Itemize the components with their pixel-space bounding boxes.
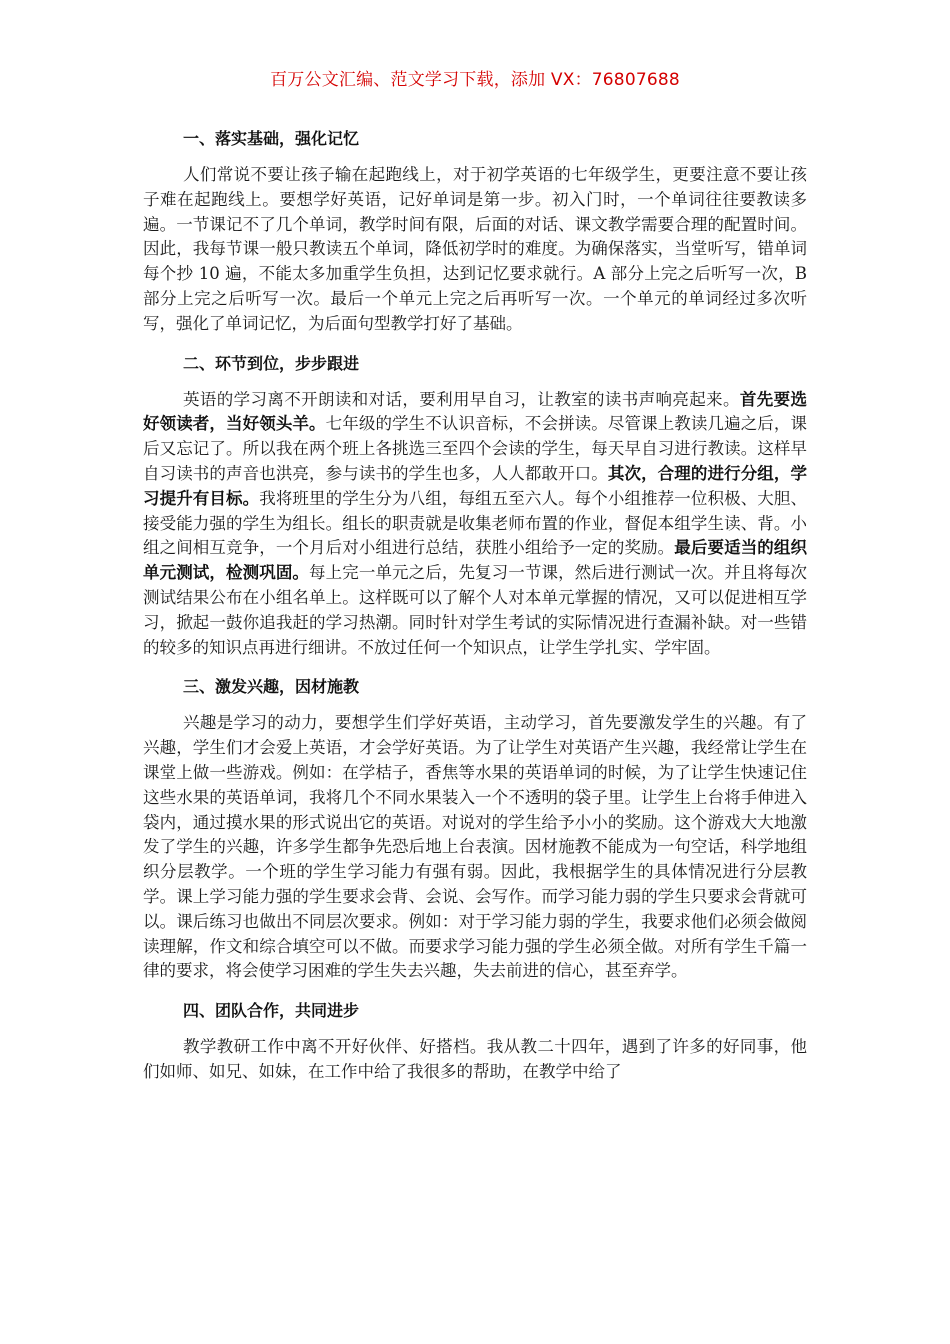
section-heading-3: 三、激发兴趣，因材施教 (183, 677, 360, 697)
paragraph-run: 英语的学习离不开朗读和对话，要利用早自习，让教室的读书声响亮起来。 (183, 389, 740, 409)
paragraph-run: 七年级的学生不认识音标，不会拼读。尽管课上教读几遍之后，课后又忘记了。所以我在两个班上各挑选三至四个会读的学生，每天早自习进行教读。这样早自习读书的声音也洪亮，参与读书的学生也多，人人都敢开口。 (143, 414, 808, 483)
document-body (143, 126, 807, 1085)
paragraph-run: 我将班里的学生分为八组，每组五至六人。每个小组推荐一位积极、大胆、接受能力强的学生为组长。组长的职责就是收集老师布置的作业，督促本组学生读、背。小组之间相互竞争，一个月后对小组进行总结，获胜小组给予一定的奖励。 (143, 488, 808, 558)
paragraph-bold-run: 最后要适当的组织单元测试，检测巩固。 (143, 538, 808, 583)
paragraph-run: 教学教研工作中离不开好伙伴、好搭档。我从教二十四年，遇到了许多的好同事，他们如师、如兄、如妹，在工作中给了我很多的帮助，在教学中给了 (143, 1037, 807, 1081)
paragraph-run: 每上完一单元之后，先复习一节课，然后进行测试一次。并且将每次测试结果公布在小组名单上。这样既可以了解个人对本单元掌握的情况，又可以促进相互学习，掀起一鼓你追我赶的学习热潮。同时针对学生考试的实际情况进行查漏补缺。对一些错的较多的知识点再进行细讲。不放过任何一个知识点，让学生学扎实、学牢固。 (143, 563, 808, 657)
section-paragraph-2 (143, 388, 807, 661)
banner-watermark-text: 百万公文汇编、范文学习下载，添加 VX：76807688 (270, 70, 680, 90)
section-paragraph-3 (143, 711, 807, 984)
section-paragraph-4 (143, 1035, 807, 1085)
section-heading-1: 一、落实基础，强化记忆 (183, 129, 360, 148)
section-paragraph-1 (143, 163, 807, 337)
section-heading-2: 二、环节到位，步步跟进 (183, 353, 360, 373)
paragraph-bold-run: 其次，合理的进行分组，学习提升有目标。 (143, 463, 808, 508)
paragraph-run: 兴趣是学习的动力，要想学生们学好英语，主动学习，首先要激发学生的兴趣。有了兴趣，学生们才会爱上英语，才会学好英语。为了让学生对英语产生兴趣，我经常让学生在课堂上做一些游戏。例如：在学桔子，香焦等水果的英语单词的时候，为了让学生快速记住这些水果的英语单词，我将几个不同水果装入一个不透明的袋子里。让学生上台将手伸进入袋内，通过摸水果的形式说出它的英语。对说对的学生给予小小的奖励。这个游戏大大地激发了学生的兴趣，许多学生都争先恐后地上台表演。因材施教不能成为一句空话，科学地组织分层教学。一个班的学生学习能力有强有弱。因此，我根据学生的具体情况进行分层教学。课上学习能力强的学生要求会背、会说、会写作。而学习能力弱的学生只要求会背就可以。课后练习也做出不同层次要求。例如：对于学习能力弱的学生，我要求他们必须会做阅读理解，作文和综合填空可以不做。而要求学习能力强的学生必须全做。对所有学生千篇一律的要求，将会使学习困难的学生失去兴趣，失去前进的信心，甚至弃学。 (143, 713, 807, 981)
paragraph-bold-run: 首先要选好领读者，当好领头羊。 (143, 389, 807, 434)
paragraph-run: 人们常说不要让孩子输在起跑线上，对于初学英语的七年级学生，更要注意不要让孩子难在起跑线上。要想学好英语，记好单词是第一步。初入门时，一个单词往往要教读多遍。一节课记不了几个单词，教学时间有限，后面的对话、课文教学需要合理的配置时间。因此，我每节课一般只教读五个单词，降低初学时的难度。为确保落实，当堂听写，错单词每个抄 10 遍，不能太多加重学生负担，达到记忆要求就行。A 部分上完之后听写一次，B 部分上完之后听写一次。最后一个单元上完之后再听写一次。一个单元的单词经过多次听写，强化了单词记忆，为后面句型教学打好了基础。 (143, 165, 807, 333)
section-heading-4: 四、团队合作，共同进步 (183, 1001, 360, 1021)
